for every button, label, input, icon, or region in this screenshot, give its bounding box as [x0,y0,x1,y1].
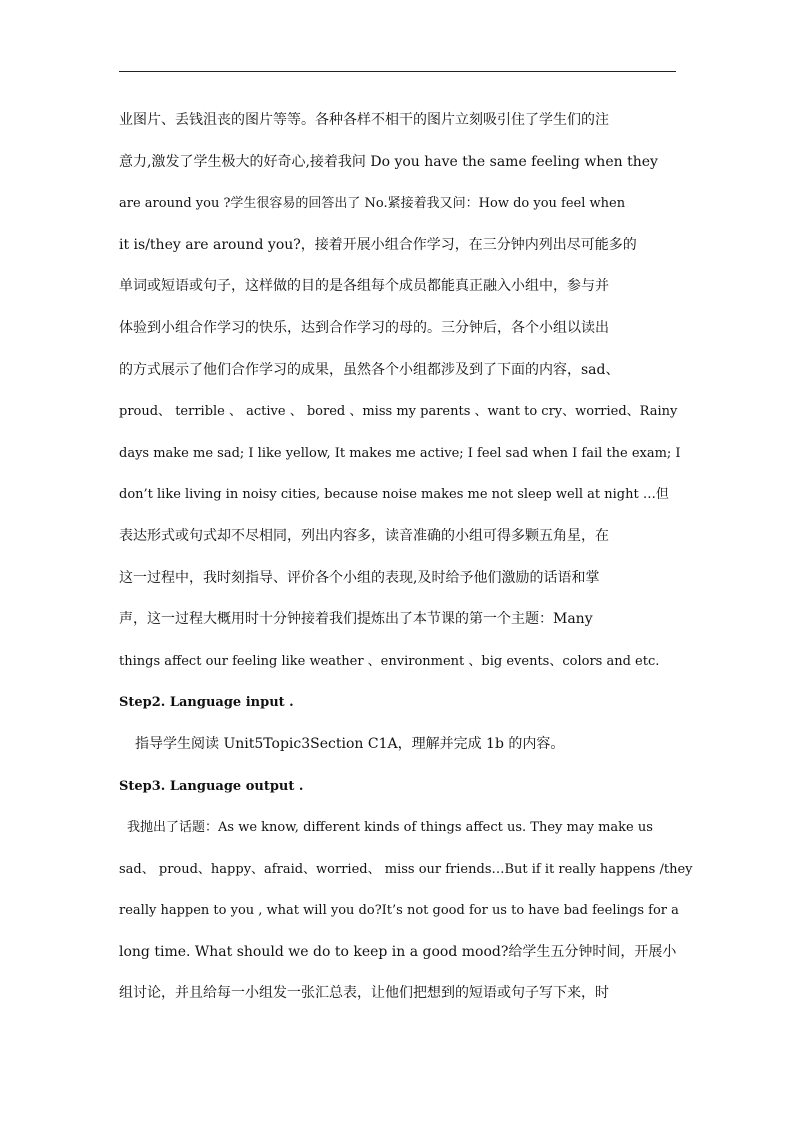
text-line: 指导学生阅读 Unit5Topic3Section C1A，理解并完成 1b 的内容。 [135,735,565,752]
text-line: 声，这一过程大概用时十分钟接着我们提炼出了本节课的第一个主题：Many [119,611,593,628]
text-line: 单词或短语或句子，这样做的目的是各组每个成员都能真正融入小组中，参与并 [119,278,609,295]
text-line: 体验到小组合作学习的快乐，达到合作学习的母的。三分钟后，各个小组以读出 [119,319,609,336]
text-line: things affect our feeling like weather 、environment 、big events、colors and etc. [119,653,660,669]
text-line: 业图片、丢钱沮丧的图片等等。各种各样不相干的图片立刻吸引住了学生们的注 [119,112,609,128]
text-line: it is/they are around you?，接着开展小组合作学习，在三分钟内列出尽可能多的 [119,236,637,253]
text-line: 组讨论，并且给每一小组发一张汇总表，让他们把想到的短语或句子写下来，时 [119,985,609,1002]
text-line: long time. What should we do to keep in a good mood?给学生五分钟时间，开展小 [119,943,677,960]
text-line: 我抛出了话题：As we know, different kinds of things affect us. They may make us [127,820,653,836]
text-line: don’t like living in noisy cities, because noise makes me not sleep well at night …但 [119,487,669,503]
text-line: are around you ?学生很容易的回答出了 No.紧接着我又问：How do you feel when [119,196,626,212]
section-heading-step3: Step3. Language output . [119,778,304,794]
document-body [119,100,699,1015]
text-line: really happen to you , what will you do?It’s not good for us to have bad feelings for a [119,903,679,919]
text-line: 表达形式或句式却不尽相同，列出内容多，读音准确的小组可得多颗五角星，在 [119,527,609,544]
text-line: days make me sad; I like yellow, It makes me active; I feel sad when I fail the exam; I [119,445,681,461]
text-line: proud、 terrible 、 active 、 bored 、miss my parents 、want to cry、worried、Rainy [119,404,678,420]
text-line: 这一过程中，我时刻指导、评价各个小组的表现,及时给予他们激励的话语和掌 [119,569,600,586]
text-line: 意力,激发了学生极大的好奇心,接着我问 Do you have the same feeling when they [119,153,658,170]
section-heading-step2: Step2. Language input . [119,695,294,711]
text-line: sad、 proud、happy、afraid、worried、 miss our friends…But if it really happens /they [119,861,693,877]
header-rule [119,71,676,72]
text-line: 的方式展示了他们合作学习的成果，虽然各个小组都涉及到了下面的内容，sad、 [119,361,620,378]
